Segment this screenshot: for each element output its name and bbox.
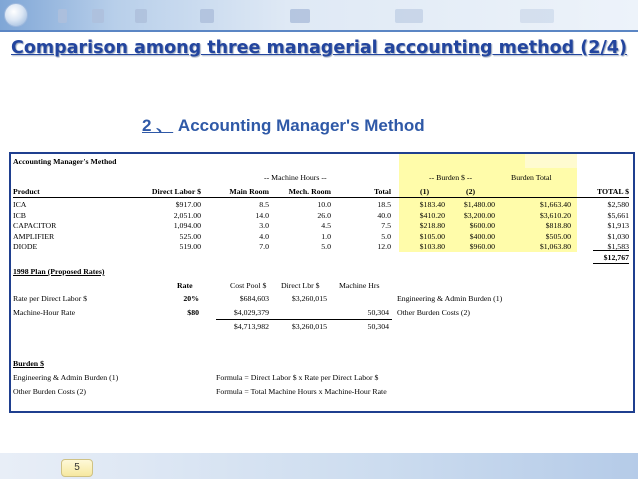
burden-total-highlight xyxy=(525,154,577,168)
machine-hours-group: -- Machine Hours -- xyxy=(264,173,327,182)
cell-mech: 4.5 xyxy=(321,221,331,230)
plan-title: 1998 Plan (Proposed Rates) xyxy=(13,267,105,276)
plan-row-lbr: $3,260,015 xyxy=(291,294,327,303)
cell-b1: $103.80 xyxy=(419,242,445,251)
header-burden-1: (1) xyxy=(420,187,430,196)
plan-row-pool: $684,603 xyxy=(239,294,269,303)
cell-total: 12.0 xyxy=(377,242,391,251)
cell-tot: $1,583 xyxy=(607,242,629,251)
decor-square xyxy=(58,9,67,23)
decor-square xyxy=(395,9,423,23)
burden-title: Burden $ xyxy=(13,359,44,368)
cell-total: 40.0 xyxy=(377,210,391,220)
cell-main: 3.0 xyxy=(259,221,269,230)
header-mech-room: Mech. Room xyxy=(288,187,331,196)
cell-total: 5.0 xyxy=(381,231,391,241)
header-direct-labor: Direct Labor $ xyxy=(151,187,201,196)
top-decoration-bar xyxy=(0,0,638,30)
decor-square xyxy=(135,9,147,23)
cell-product: DIODE xyxy=(13,242,38,251)
top-divider xyxy=(0,30,638,32)
plan-row-pool: $4,029,379 xyxy=(233,308,269,317)
cell-tot: $5,661 xyxy=(607,210,629,220)
burden-group: -- Burden $ -- xyxy=(429,173,473,182)
decor-square xyxy=(200,9,214,23)
section-heading xyxy=(142,111,425,136)
plan-row-hrs: 50,304 xyxy=(367,308,389,317)
total-rule xyxy=(593,250,629,251)
cell-bt: $3,610.20 xyxy=(539,210,571,220)
cell-mech: 1.0 xyxy=(321,231,331,241)
header-total: Total xyxy=(373,187,391,196)
cell-tot: $2,580 xyxy=(607,200,629,209)
cell-mech: 5.0 xyxy=(321,242,331,251)
header-burden-2: (2) xyxy=(466,187,476,196)
plan-total-lbr: $3,260,015 xyxy=(291,322,327,331)
grand-total: $12,767 xyxy=(603,253,629,262)
slide-title: Comparison among three managerial accounting method (2/4) xyxy=(11,38,627,58)
header-total-dollar: TOTAL $ xyxy=(597,187,629,196)
cell-b1: $410.20 xyxy=(419,210,445,220)
header-underline xyxy=(13,197,629,198)
cell-main: 7.0 xyxy=(259,242,269,251)
decor-square xyxy=(290,9,310,23)
plan-total-hrs: 50,304 xyxy=(367,322,389,331)
cell-total: 7.5 xyxy=(381,221,391,230)
cell-product: CAPACITOR xyxy=(13,221,57,230)
cell-tot: $1,913 xyxy=(607,221,629,230)
cell-labor: $917.00 xyxy=(175,200,201,209)
cell-mech: 26.0 xyxy=(317,210,331,220)
cell-product: ICA xyxy=(13,200,27,209)
plan-total-rule xyxy=(216,319,392,320)
plan-row-label: Rate per Direct Labor $ xyxy=(13,294,88,303)
cell-b2: $400.00 xyxy=(469,231,495,241)
header-main-room: Main Room xyxy=(229,187,269,196)
cell-labor: 525.00 xyxy=(179,231,201,241)
section-number: 2 、 xyxy=(142,116,174,135)
cell-main: 4.0 xyxy=(259,231,269,241)
cell-main: 8.5 xyxy=(259,200,269,209)
cell-labor: 1,094.00 xyxy=(173,221,201,230)
plan-header-direct-lbr: Direct Lbr $ xyxy=(281,281,320,290)
plan-row-rate: 20% xyxy=(183,294,199,303)
plan-total-pool: $4,713,982 xyxy=(233,322,269,331)
cell-product: AMPLIFIER xyxy=(13,231,55,241)
footer-bar xyxy=(0,453,638,479)
plan-row-rate: $80 xyxy=(187,308,199,317)
burden-row-label: Engineering & Admin Burden (1) xyxy=(13,373,119,382)
decor-square xyxy=(92,9,104,23)
cell-b2: $3,200.00 xyxy=(463,210,495,220)
cell-bt: $1,063.80 xyxy=(539,242,571,251)
cell-b1: $218.80 xyxy=(419,221,445,230)
cell-bt: $818.80 xyxy=(545,221,571,230)
cell-b2: $600.00 xyxy=(469,221,495,230)
cell-total: 18.5 xyxy=(377,200,391,209)
cell-tot: $1,030 xyxy=(607,231,629,241)
plan-row-label: Machine-Hour Rate xyxy=(13,308,76,317)
burden-row-label: Other Burden Costs (2) xyxy=(13,387,86,396)
cell-b1: $105.00 xyxy=(419,231,445,241)
header-product: Product xyxy=(13,187,40,196)
cell-mech: 10.0 xyxy=(317,200,331,209)
total-rule xyxy=(593,263,629,264)
burden-row-formula: Formula = Total Machine Hours x Machine-Hour Rate xyxy=(216,387,387,396)
cell-bt: $505.00 xyxy=(545,231,571,241)
plan-header-rate: Rate xyxy=(177,281,193,290)
plan-row-note: Other Burden Costs (2) xyxy=(397,308,470,317)
decor-square xyxy=(520,9,554,23)
cell-b1: $183.40 xyxy=(419,200,445,209)
cell-b2: $1,480.00 xyxy=(463,200,495,209)
cell-bt: $1,663.40 xyxy=(539,200,571,209)
spreadsheet-table xyxy=(9,152,635,413)
cell-b2: $960.00 xyxy=(469,242,495,251)
cell-labor: 2,051.00 xyxy=(173,210,201,220)
plan-header-cost-pool: Cost Pool $ xyxy=(230,281,267,290)
burden-total-header: Burden Total xyxy=(511,173,552,182)
cell-product: ICB xyxy=(13,210,26,220)
orb-icon xyxy=(4,3,28,27)
cell-main: 14.0 xyxy=(255,210,269,220)
section-heading-text: Accounting Manager's Method xyxy=(177,116,425,135)
burden-row-formula: Formula = Direct Labor $ x Rate per Direct Labor $ xyxy=(216,373,379,382)
page-number: 5 xyxy=(61,459,93,477)
cell-labor: 519.00 xyxy=(179,242,201,251)
plan-header-machine-hrs: Machine Hrs xyxy=(339,281,380,290)
table-caption: Accounting Manager's Method xyxy=(13,157,117,166)
plan-row-note: Engineering & Admin Burden (1) xyxy=(397,294,503,303)
